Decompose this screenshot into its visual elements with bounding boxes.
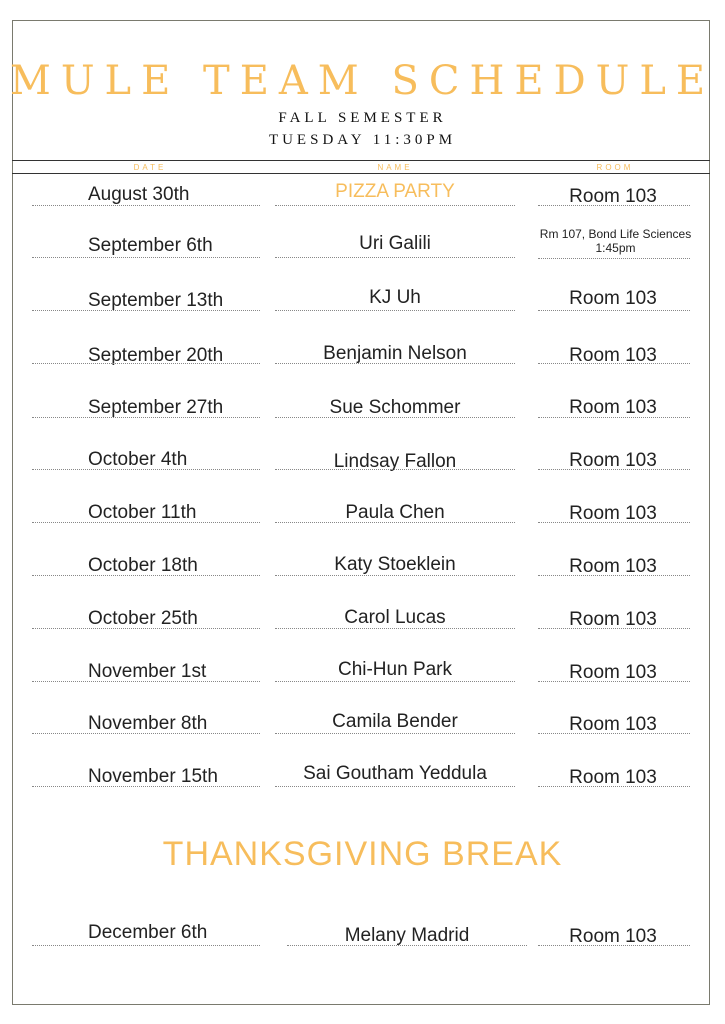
row-date: October 25th <box>88 608 198 629</box>
row-room: Room 103 <box>569 556 657 577</box>
row-date: November 8th <box>88 713 208 734</box>
row-name: Paula Chen <box>345 502 445 523</box>
row-divider <box>32 945 260 946</box>
row-room: Room 103 <box>569 926 657 947</box>
row-name: Carol Lucas <box>344 607 446 628</box>
row-divider <box>538 628 690 629</box>
row-divider <box>32 205 260 206</box>
meeting-time: TUESDAY 11:30PM <box>268 132 457 148</box>
column-header-date: DATE <box>133 163 167 172</box>
row-date: September 6th <box>88 235 213 256</box>
row-divider <box>275 786 515 787</box>
row-divider <box>538 417 690 418</box>
row-divider <box>538 258 690 259</box>
row-room: Room 103 <box>569 503 657 524</box>
row-divider <box>32 733 260 734</box>
row-divider <box>32 257 260 258</box>
row-room: Room 103 <box>569 767 657 788</box>
row-room-location: Rm 107, Bond Life Sciences <box>539 227 692 241</box>
row-date: October 18th <box>88 555 198 576</box>
row-date: November 15th <box>88 766 218 787</box>
row-name: Katy Stoeklein <box>334 554 456 575</box>
row-room: Room 103 <box>569 714 657 735</box>
row-name: Sai Goutham Yeddula <box>303 763 487 784</box>
header-bottom-rule <box>12 173 710 174</box>
row-divider <box>275 628 515 629</box>
row-name: Uri Galili <box>359 233 431 254</box>
row-divider <box>538 205 690 206</box>
row-divider <box>538 363 690 364</box>
row-divider <box>538 575 690 576</box>
row-date: December 6th <box>88 922 208 943</box>
row-divider <box>32 363 260 364</box>
row-divider <box>32 310 260 311</box>
row-divider <box>275 469 515 470</box>
row-divider <box>275 522 515 523</box>
row-room: Room 103 <box>569 397 657 418</box>
row-divider <box>32 575 260 576</box>
row-date: September 13th <box>88 290 224 311</box>
row-divider <box>275 417 515 418</box>
semester-subtitle: FALL SEMESTER <box>278 110 447 126</box>
row-divider <box>32 681 260 682</box>
row-divider <box>538 522 690 523</box>
row-name: Melany Madrid <box>344 925 470 946</box>
column-header-room: ROOM <box>596 163 634 172</box>
row-room: Room 103 <box>569 186 657 207</box>
row-date: October 11th <box>88 502 197 523</box>
row-divider <box>32 522 260 523</box>
row-divider <box>538 733 690 734</box>
row-room: Room 103 <box>569 450 657 471</box>
row-name: KJ Uh <box>369 287 421 308</box>
row-divider <box>538 310 690 311</box>
row-room-time: 1:45pm <box>595 241 636 255</box>
row-room: Room 103 <box>569 662 657 683</box>
row-date: September 20th <box>88 345 224 366</box>
row-divider <box>538 786 690 787</box>
row-name: Chi-Hun Park <box>337 659 453 680</box>
row-divider <box>32 469 260 470</box>
row-date: August 30th <box>88 184 190 205</box>
row-date: November 1st <box>88 661 207 682</box>
row-divider <box>538 469 690 470</box>
row-divider <box>287 945 527 946</box>
row-divider <box>275 575 515 576</box>
row-divider <box>32 417 260 418</box>
row-divider <box>275 733 515 734</box>
row-name: Benjamin Nelson <box>323 343 467 364</box>
row-room: Room 103 <box>569 288 657 309</box>
row-room: Room 103 <box>569 345 657 366</box>
row-name: Sue Schommer <box>329 397 461 418</box>
row-divider <box>275 363 515 364</box>
row-divider <box>32 628 260 629</box>
row-date: September 27th <box>88 397 224 418</box>
row-name: Camila Bender <box>332 711 458 732</box>
header-top-rule <box>12 160 710 161</box>
column-header-name: NAME <box>377 163 413 172</box>
row-divider <box>275 205 515 206</box>
row-date: October 4th <box>88 449 188 470</box>
row-divider <box>275 257 515 258</box>
row-divider <box>538 681 690 682</box>
row-name: Lindsay Fallon <box>333 451 457 472</box>
page-title: MULE TEAM SCHEDULE <box>9 58 716 104</box>
row-divider <box>32 786 260 787</box>
row-name-pizza-party: PIZZA PARTY <box>335 181 455 202</box>
row-divider <box>538 945 690 946</box>
row-divider <box>275 310 515 311</box>
row-room: Room 103 <box>569 609 657 630</box>
thanksgiving-break-heading: THANKSGIVING BREAK <box>162 835 563 873</box>
row-divider <box>275 681 515 682</box>
